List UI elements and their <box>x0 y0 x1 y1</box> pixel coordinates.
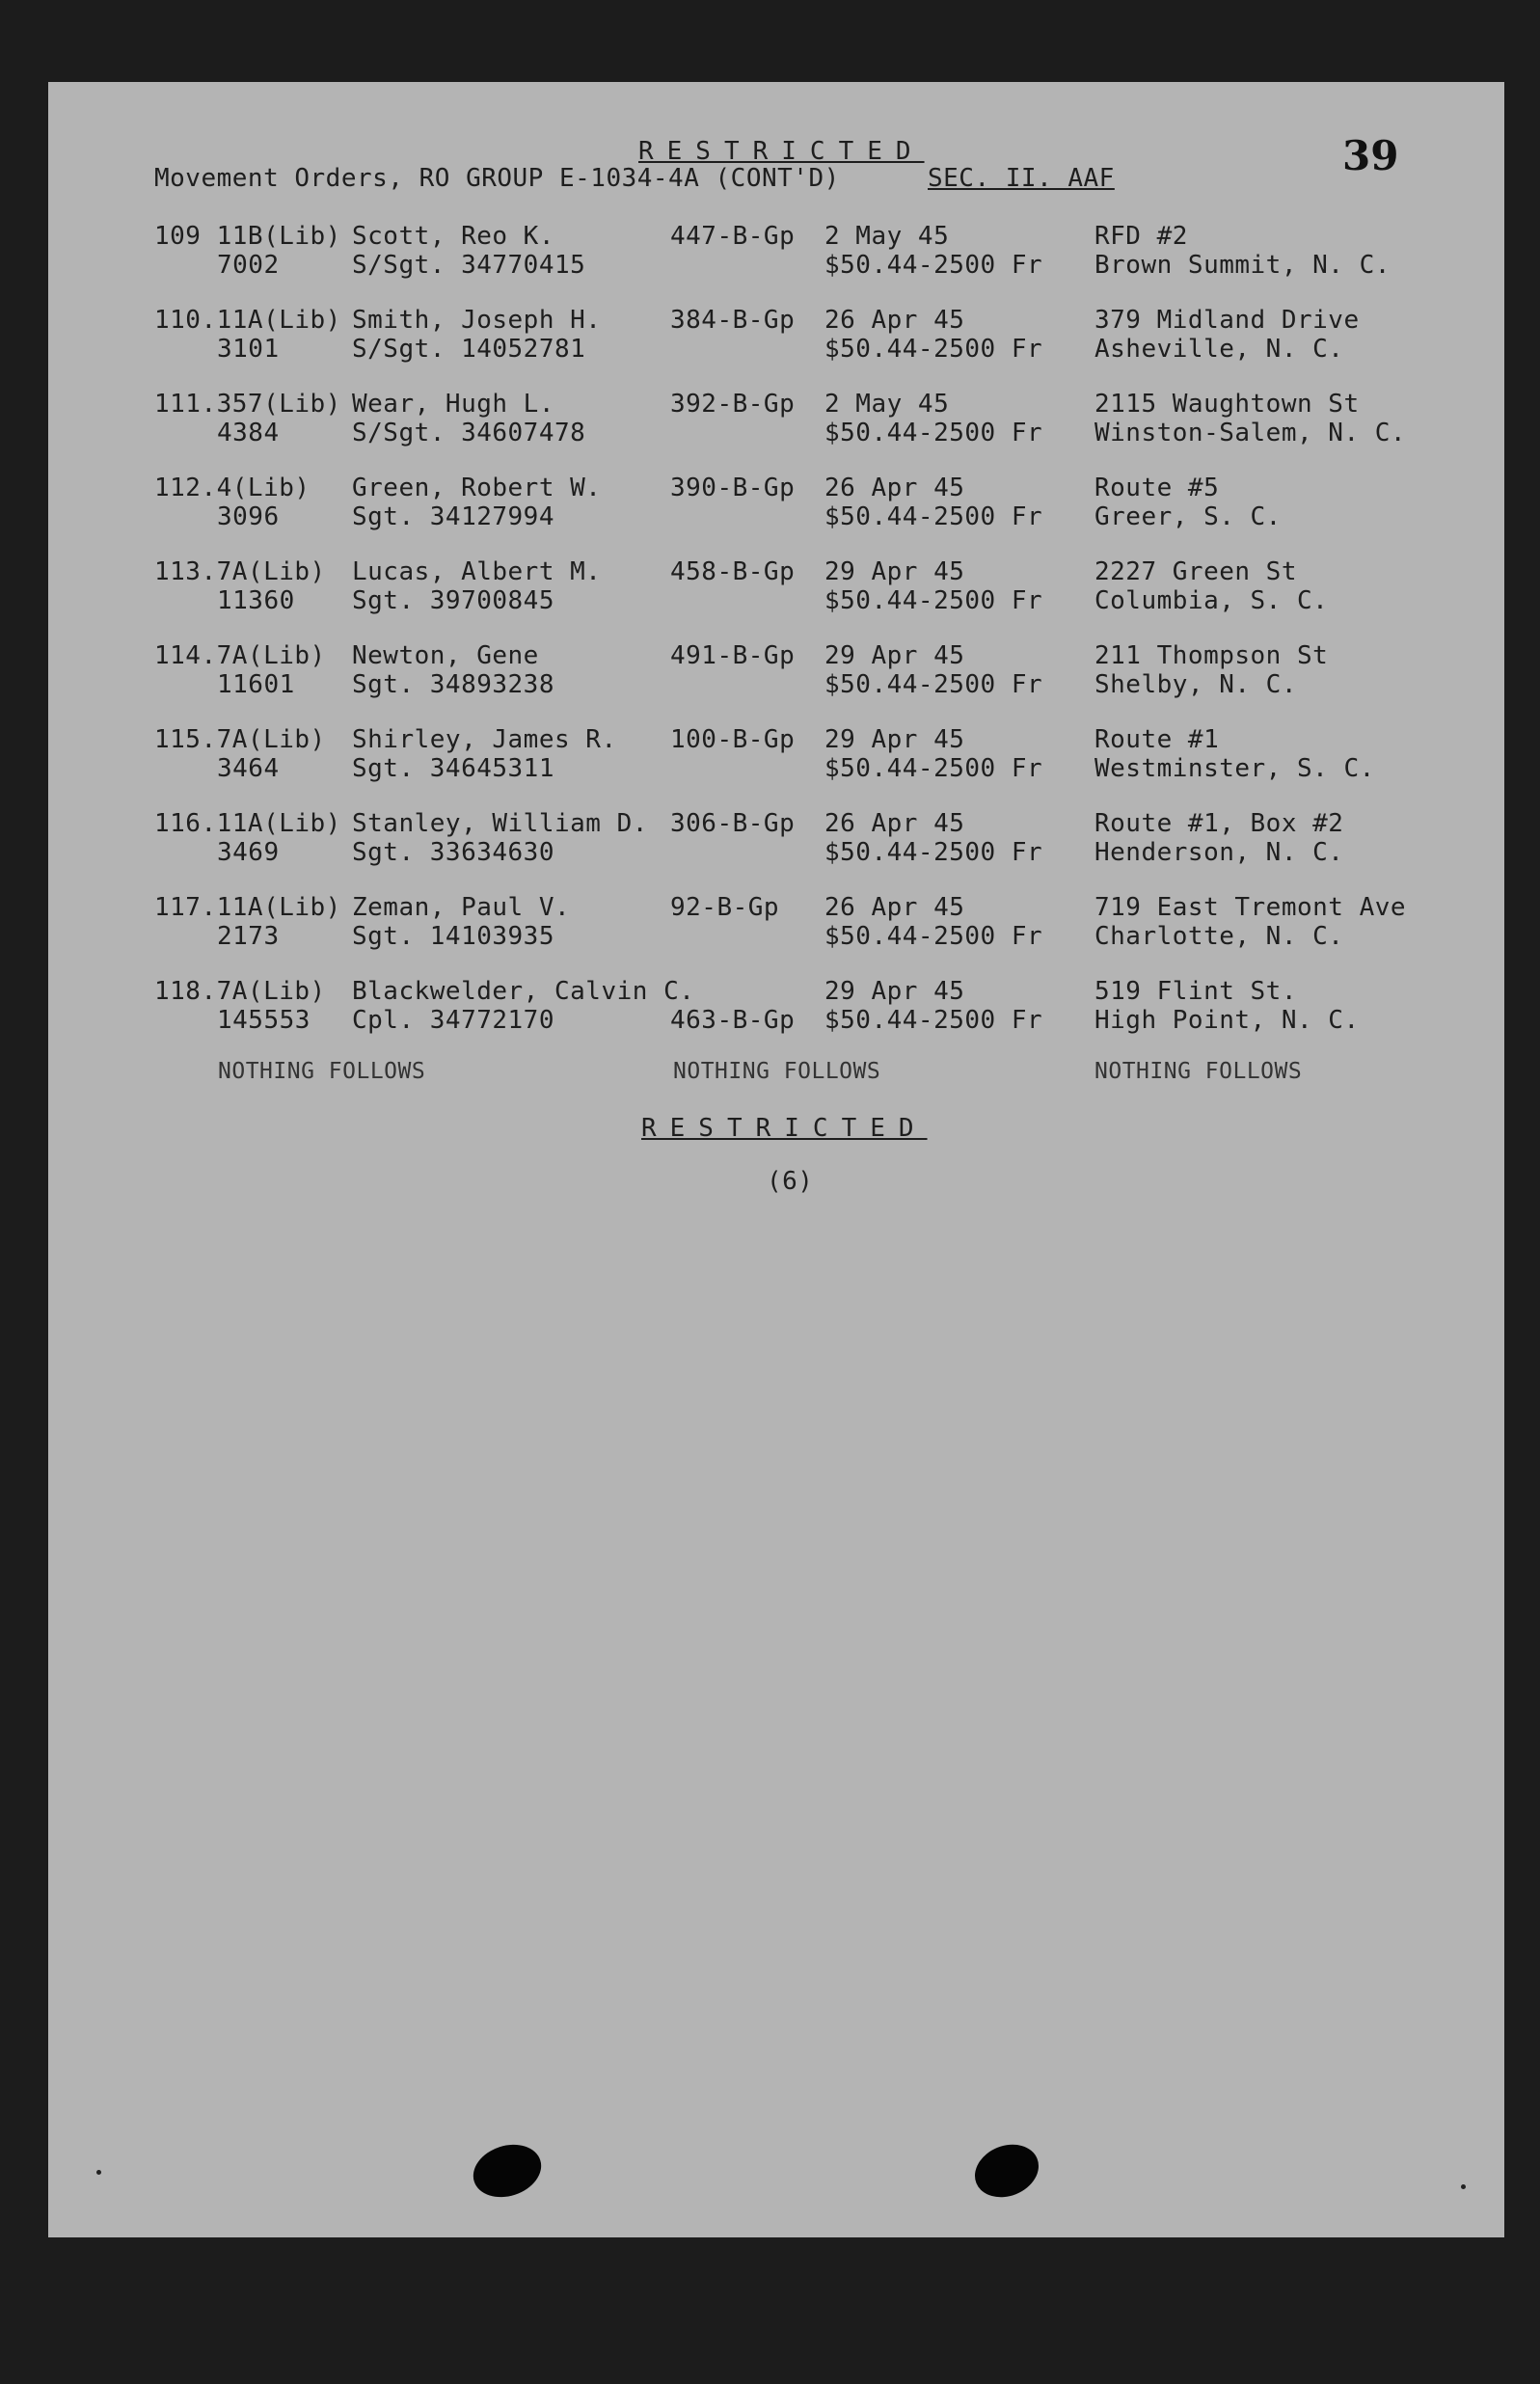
row-addr1: 2115 Waughtown St <box>1094 390 1360 419</box>
ink-blot-right <box>967 2135 1047 2207</box>
row-num: 118.7A(Lib) <box>154 977 326 1006</box>
row-pay: $50.44-2500 Fr <box>824 1006 1043 1035</box>
row-addr2: Charlotte, N. C. <box>1094 922 1344 951</box>
row-date: 26 Apr 45 <box>824 306 965 335</box>
row-rank: S/Sgt. 14052781 <box>352 335 586 364</box>
row-name: Lucas, Albert M. <box>352 557 602 586</box>
row-pay: $50.44-2500 Fr <box>824 670 1043 699</box>
row-code: 145553 <box>217 1006 311 1035</box>
nothing-follows-middle: NOTHING FOLLOWS <box>673 1059 881 1084</box>
row-addr2: Asheville, N. C. <box>1094 335 1344 364</box>
ink-blot-left <box>467 2136 549 2206</box>
row-rank: Sgt. 39700845 <box>352 586 554 615</box>
row-num: 114.7A(Lib) <box>154 641 326 670</box>
row-addr2: Greer, S. C. <box>1094 502 1282 531</box>
row-group: 447-B-Gp <box>670 222 796 251</box>
row-code: 4384 <box>217 419 280 447</box>
row-date: 2 May 45 <box>824 222 950 251</box>
row-code: 3101 <box>217 335 280 364</box>
row-rank: Sgt. 33634630 <box>352 838 554 867</box>
row-code: 3464 <box>217 754 280 783</box>
row-pay: $50.44-2500 Fr <box>824 838 1043 867</box>
row-num: 112.4(Lib) <box>154 474 311 502</box>
row-num: 116.11A(Lib) <box>154 809 341 838</box>
row-code: 3469 <box>217 838 280 867</box>
row-num: 111.357(Lib) <box>154 390 341 419</box>
row-code: 7002 <box>217 251 280 280</box>
row-group: 463-B-Gp <box>670 1006 796 1035</box>
row-code: 2173 <box>217 922 280 951</box>
row-code: 11601 <box>217 670 295 699</box>
row-code: 3096 <box>217 502 280 531</box>
row-addr1: Route #1 <box>1094 725 1220 754</box>
row-addr2: Winston-Salem, N. C. <box>1094 419 1407 447</box>
row-num: 109 11B(Lib) <box>154 222 341 251</box>
row-date: 26 Apr 45 <box>824 474 965 502</box>
row-name: Blackwelder, Calvin C. <box>352 977 695 1006</box>
row-pay: $50.44-2500 Fr <box>824 586 1043 615</box>
speck <box>1461 2184 1466 2189</box>
header-movement-orders: Movement Orders, RO GROUP E-1034-4A (CONT'D) <box>154 164 840 193</box>
row-date: 2 May 45 <box>824 390 950 419</box>
row-code: 11360 <box>217 586 295 615</box>
page-number: 39 <box>1342 132 1399 179</box>
row-name: Smith, Joseph H. <box>352 306 602 335</box>
header-restricted: RESTRICTED <box>638 137 925 166</box>
row-addr1: RFD #2 <box>1094 222 1188 251</box>
row-addr2: Columbia, S. C. <box>1094 586 1329 615</box>
row-addr1: Route #5 <box>1094 474 1220 502</box>
nothing-follows-right: NOTHING FOLLOWS <box>1094 1059 1303 1084</box>
row-rank: Sgt. 34645311 <box>352 754 554 783</box>
row-addr1: 379 Midland Drive <box>1094 306 1360 335</box>
row-group: 491-B-Gp <box>670 641 796 670</box>
row-name: Scott, Reo K. <box>352 222 554 251</box>
row-group: 392-B-Gp <box>670 390 796 419</box>
row-date: 29 Apr 45 <box>824 977 965 1006</box>
row-rank: Sgt. 34127994 <box>352 502 554 531</box>
row-rank: Sgt. 34893238 <box>352 670 554 699</box>
row-num: 110.11A(Lib) <box>154 306 341 335</box>
row-addr1: 519 Flint St. <box>1094 977 1297 1006</box>
speck <box>96 2170 101 2175</box>
row-addr2: Henderson, N. C. <box>1094 838 1344 867</box>
row-rank: Sgt. 14103935 <box>352 922 554 951</box>
header-section: SEC. II. AAF <box>928 164 1115 193</box>
row-group: 390-B-Gp <box>670 474 796 502</box>
row-pay: $50.44-2500 Fr <box>824 419 1043 447</box>
row-group: 100-B-Gp <box>670 725 796 754</box>
row-addr2: Brown Summit, N. C. <box>1094 251 1391 280</box>
row-name: Stanley, William D. <box>352 809 648 838</box>
row-addr1: 2227 Green St <box>1094 557 1297 586</box>
row-name: Zeman, Paul V. <box>352 893 571 922</box>
row-addr2: Westminster, S. C. <box>1094 754 1375 783</box>
row-group: 306-B-Gp <box>670 809 796 838</box>
row-addr1: 719 East Tremont Ave <box>1094 893 1407 922</box>
footer-restricted: RESTRICTED <box>641 1114 928 1143</box>
row-name: Shirley, James R. <box>352 725 617 754</box>
row-name: Green, Robert W. <box>352 474 602 502</box>
row-rank: Cpl. 34772170 <box>352 1006 554 1035</box>
row-addr1: 211 Thompson St <box>1094 641 1329 670</box>
row-rank: S/Sgt. 34607478 <box>352 419 586 447</box>
nothing-follows-left: NOTHING FOLLOWS <box>218 1059 426 1084</box>
row-pay: $50.44-2500 Fr <box>824 251 1043 280</box>
row-num: 117.11A(Lib) <box>154 893 341 922</box>
row-pay: $50.44-2500 Fr <box>824 335 1043 364</box>
row-name: Newton, Gene <box>352 641 539 670</box>
row-rank: S/Sgt. 34770415 <box>352 251 586 280</box>
row-group: 458-B-Gp <box>670 557 796 586</box>
row-num: 113.7A(Lib) <box>154 557 326 586</box>
row-pay: $50.44-2500 Fr <box>824 922 1043 951</box>
row-date: 29 Apr 45 <box>824 557 965 586</box>
row-group: 384-B-Gp <box>670 306 796 335</box>
row-num: 115.7A(Lib) <box>154 725 326 754</box>
row-name: Wear, Hugh L. <box>352 390 554 419</box>
footer-page-label: (6) <box>767 1167 814 1196</box>
document-page <box>48 82 1504 2237</box>
row-addr2: Shelby, N. C. <box>1094 670 1297 699</box>
row-date: 26 Apr 45 <box>824 809 965 838</box>
row-addr1: Route #1, Box #2 <box>1094 809 1344 838</box>
row-date: 29 Apr 45 <box>824 641 965 670</box>
row-date: 29 Apr 45 <box>824 725 965 754</box>
row-pay: $50.44-2500 Fr <box>824 502 1043 531</box>
row-date: 26 Apr 45 <box>824 893 965 922</box>
row-pay: $50.44-2500 Fr <box>824 754 1043 783</box>
row-group: 92-B-Gp <box>670 893 780 922</box>
row-addr2: High Point, N. C. <box>1094 1006 1360 1035</box>
